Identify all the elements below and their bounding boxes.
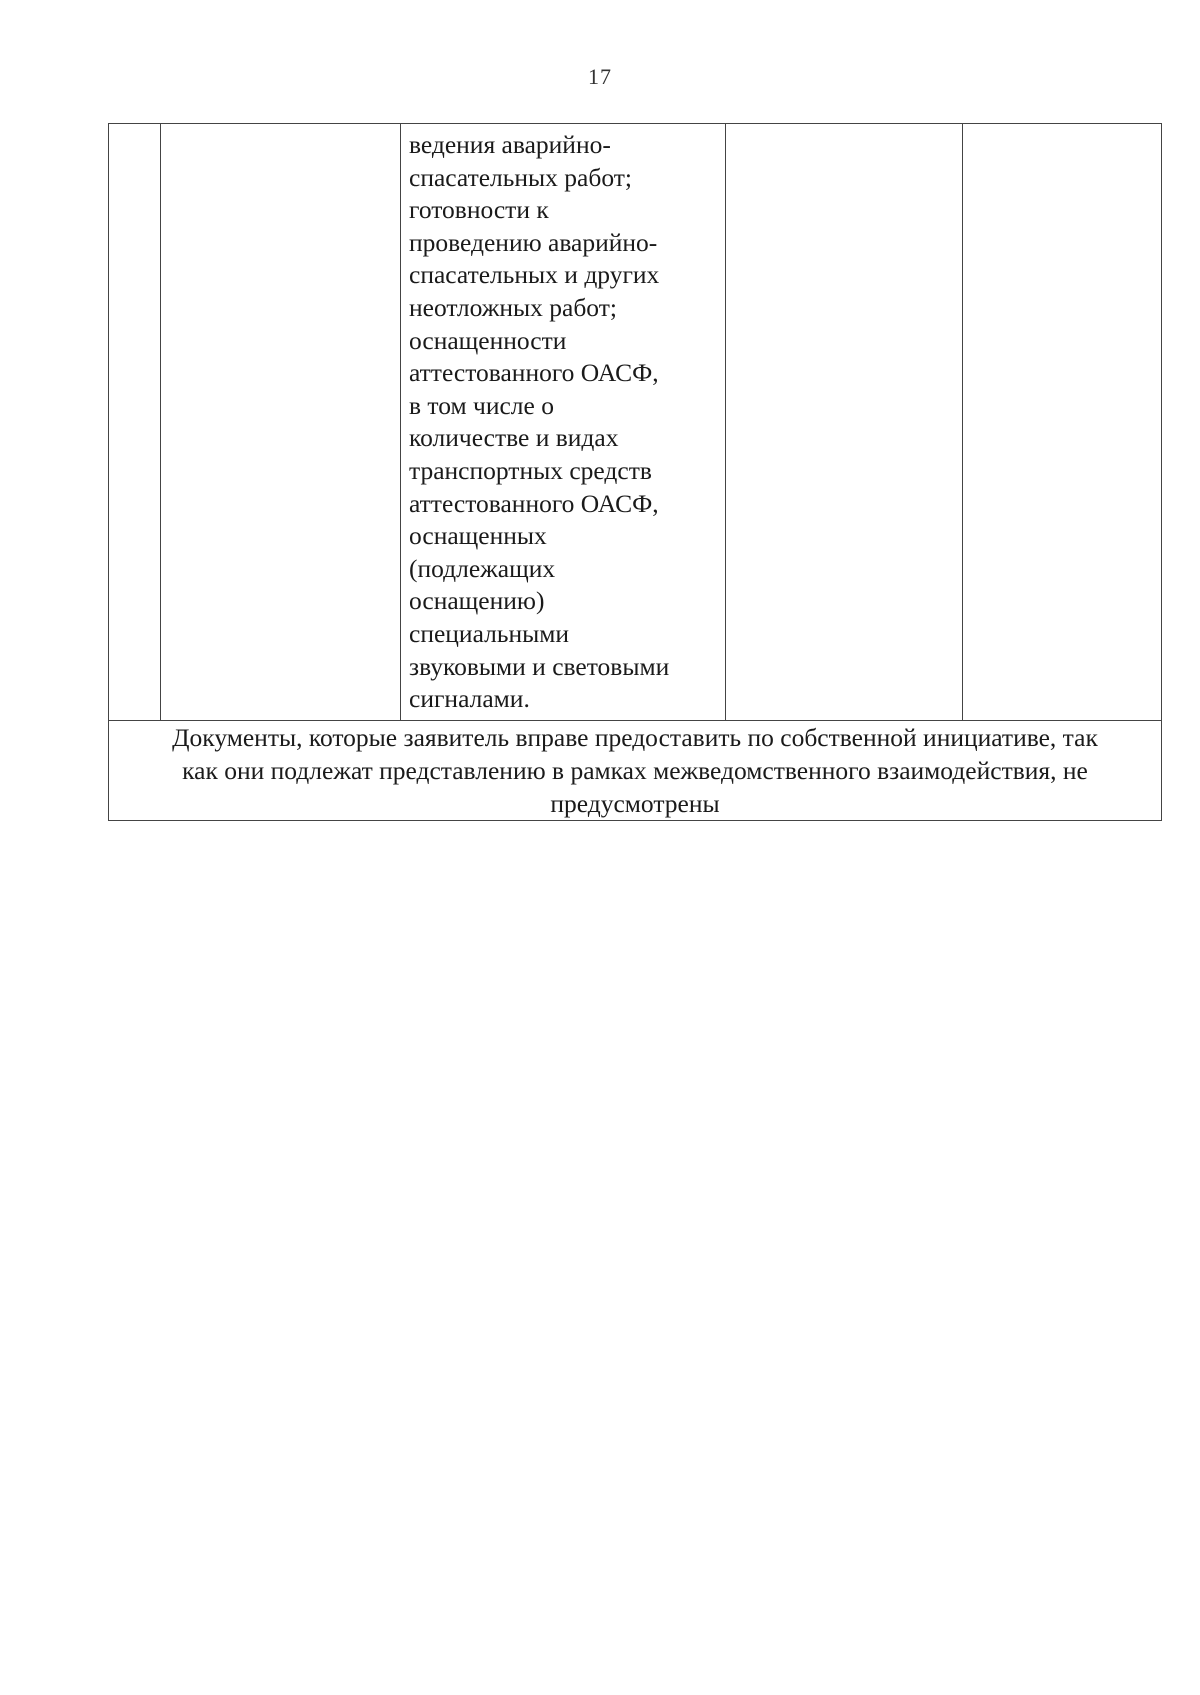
text-line: оснащению) [409,586,545,616]
table-cell-empty [963,124,1162,721]
note-line: предусмотрены [550,788,720,818]
text-line: аттестованного ОАСФ, [409,488,659,518]
text-line: (подлежащих [409,553,556,583]
text-line: спасательных работ; [409,162,632,192]
note-line: как они подлежат представлению в рамках межведомственного взаимодействия, не [182,755,1088,785]
text-line: сигналами. [409,684,530,714]
table-row [109,124,1162,721]
text-line: в том числе о [409,390,554,420]
text-line: транспортных средств [409,455,652,485]
text-line: аттестованного ОАСФ, [409,358,659,388]
text-line: готовности к [409,195,549,225]
text-line: оснащенности [409,325,567,355]
note-line: Документы, которые заявитель вправе предоставить по собственной инициативе, так [172,722,1098,752]
requirements-table [108,123,1162,821]
page-number: 17 [588,64,612,89]
description-text [401,124,725,720]
text-line: специальными [409,618,570,648]
text-line: оснащенных [409,521,547,551]
text-line: проведению аварийно- [409,227,658,257]
merged-note-cell [109,720,1162,820]
text-line: неотложных работ; [409,292,617,322]
table-cell-name [161,124,401,721]
text-line: ведения аварийно- [409,130,611,159]
table-cell-empty [726,124,963,721]
text-line: спасательных и других [409,260,660,290]
table-cell-description [401,124,726,721]
table-cell-number [109,124,161,721]
text-line: звуковыми и световыми [409,651,670,681]
text-line: количестве и видах [409,423,619,453]
table-row-merged [109,720,1162,820]
